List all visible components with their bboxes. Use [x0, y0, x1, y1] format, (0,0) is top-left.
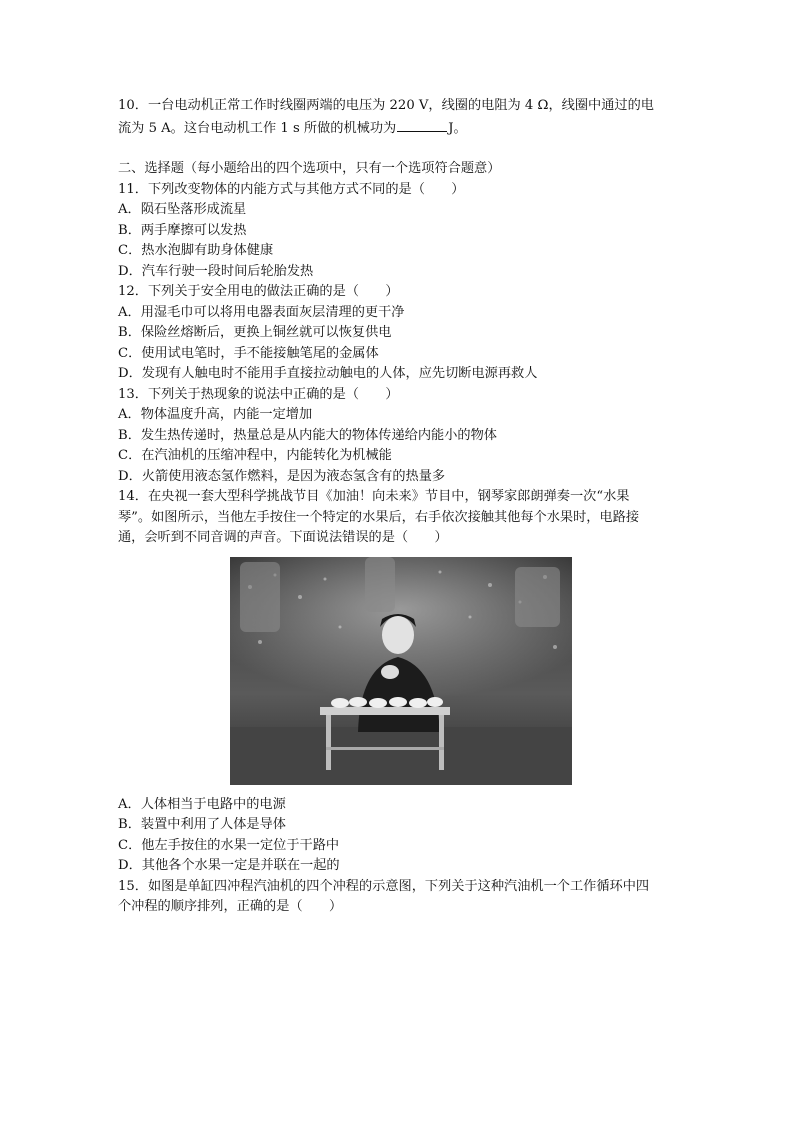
- q14-option-c[interactable]: C．他左手按住的水果一定位于干路中: [118, 837, 340, 853]
- q14-figure: [118, 557, 683, 785]
- q15-line2: 个冲程的顺序排列，正确的是（ ）: [118, 899, 343, 914]
- fruit-piano-photo: [230, 557, 572, 785]
- q14-line2: 琴”。如图所示，当他左手按住一个特定的水果后，右手依次接触其他每个水果时，电路接: [118, 509, 640, 525]
- q10-answer-blank[interactable]: [397, 117, 447, 132]
- q12-stem: 12．下列关于安全用电的做法正确的是（ ）: [118, 284, 399, 299]
- q13-option-c[interactable]: C．在汽油机的压缩冲程中，内能转化为机械能: [118, 448, 392, 463]
- section-2-title: 二、选择题（每小题给出的四个选项中，只有一个选项符合题意）: [118, 161, 501, 176]
- q11-option-b[interactable]: B．两手摩擦可以发热: [118, 222, 247, 238]
- q10-line2: [118, 117, 683, 140]
- q12-option-a[interactable]: A．用湿毛巾可以将用电器表面灰层清理的更干净: [118, 304, 405, 320]
- q13-option-d[interactable]: D．火箭使用液态氢作燃料，是因为液态氢含有的热量多: [118, 468, 446, 484]
- q13-option-b[interactable]: B．发生热传递时，热量总是从内能大的物体传递给内能小的物体: [118, 427, 497, 443]
- q14-line3: 通，会听到不同音调的声音。下面说法错误的是（ ）: [118, 530, 448, 545]
- q12-option-d[interactable]: D．发现有人触电时不能用手直接拉动触电的人体，应先切断电源再救人: [118, 366, 538, 381]
- q15-line1: 15．如图是单缸四冲程汽油机的四个冲程的示意图，下列关于这种汽油机一个工作循环中四: [118, 878, 650, 894]
- q13-stem: 13．下列关于热现象的说法中正确的是（ ）: [118, 386, 399, 402]
- spacer: [118, 139, 683, 159]
- q11-stem: 11．下列改变物体的内能方式与其他方式不同的是（ ）: [118, 181, 465, 197]
- q14-option-a[interactable]: A．人体相当于电路中的电源: [118, 796, 286, 812]
- q11-option-c[interactable]: C．热水泡脚有助身体健康: [118, 243, 274, 258]
- q11-option-d[interactable]: D．汽车行驶一段时间后轮胎发热: [118, 263, 314, 279]
- q10-line2-text: 流为 5 A。这台电动机工作 1 s 所做的机械功为: [118, 120, 397, 136]
- fruit-piano-illustration: [230, 557, 572, 785]
- q10-line1: 10．一台电动机正常工作时线圈两端的电压为 220 V，线圈的电阻为 4 Ω，线圈中通过的电: [118, 98, 654, 113]
- q14-line1: 14．在央视一套大型科学挑战节目《加油！向未来》节目中，钢琴家郎朗弹奏一次“水果: [118, 489, 630, 504]
- q13-option-a[interactable]: A．物体温度升高，内能一定增加: [118, 407, 313, 422]
- q12-option-c[interactable]: C．使用试电笔时，手不能接触笔尾的金属体: [118, 345, 379, 361]
- q14-option-d[interactable]: D．其他各个水果一定是并联在一起的: [118, 858, 340, 873]
- q14-option-b[interactable]: B．装置中利用了人体是导体: [118, 817, 286, 832]
- q10-unit: J。: [448, 120, 467, 136]
- q12-option-b[interactable]: B．保险丝熔断后，更换上铜丝就可以恢复供电: [118, 325, 392, 340]
- exam-page: [118, 96, 683, 918]
- q11-option-a[interactable]: A．陨石坠落形成流星: [118, 202, 247, 217]
